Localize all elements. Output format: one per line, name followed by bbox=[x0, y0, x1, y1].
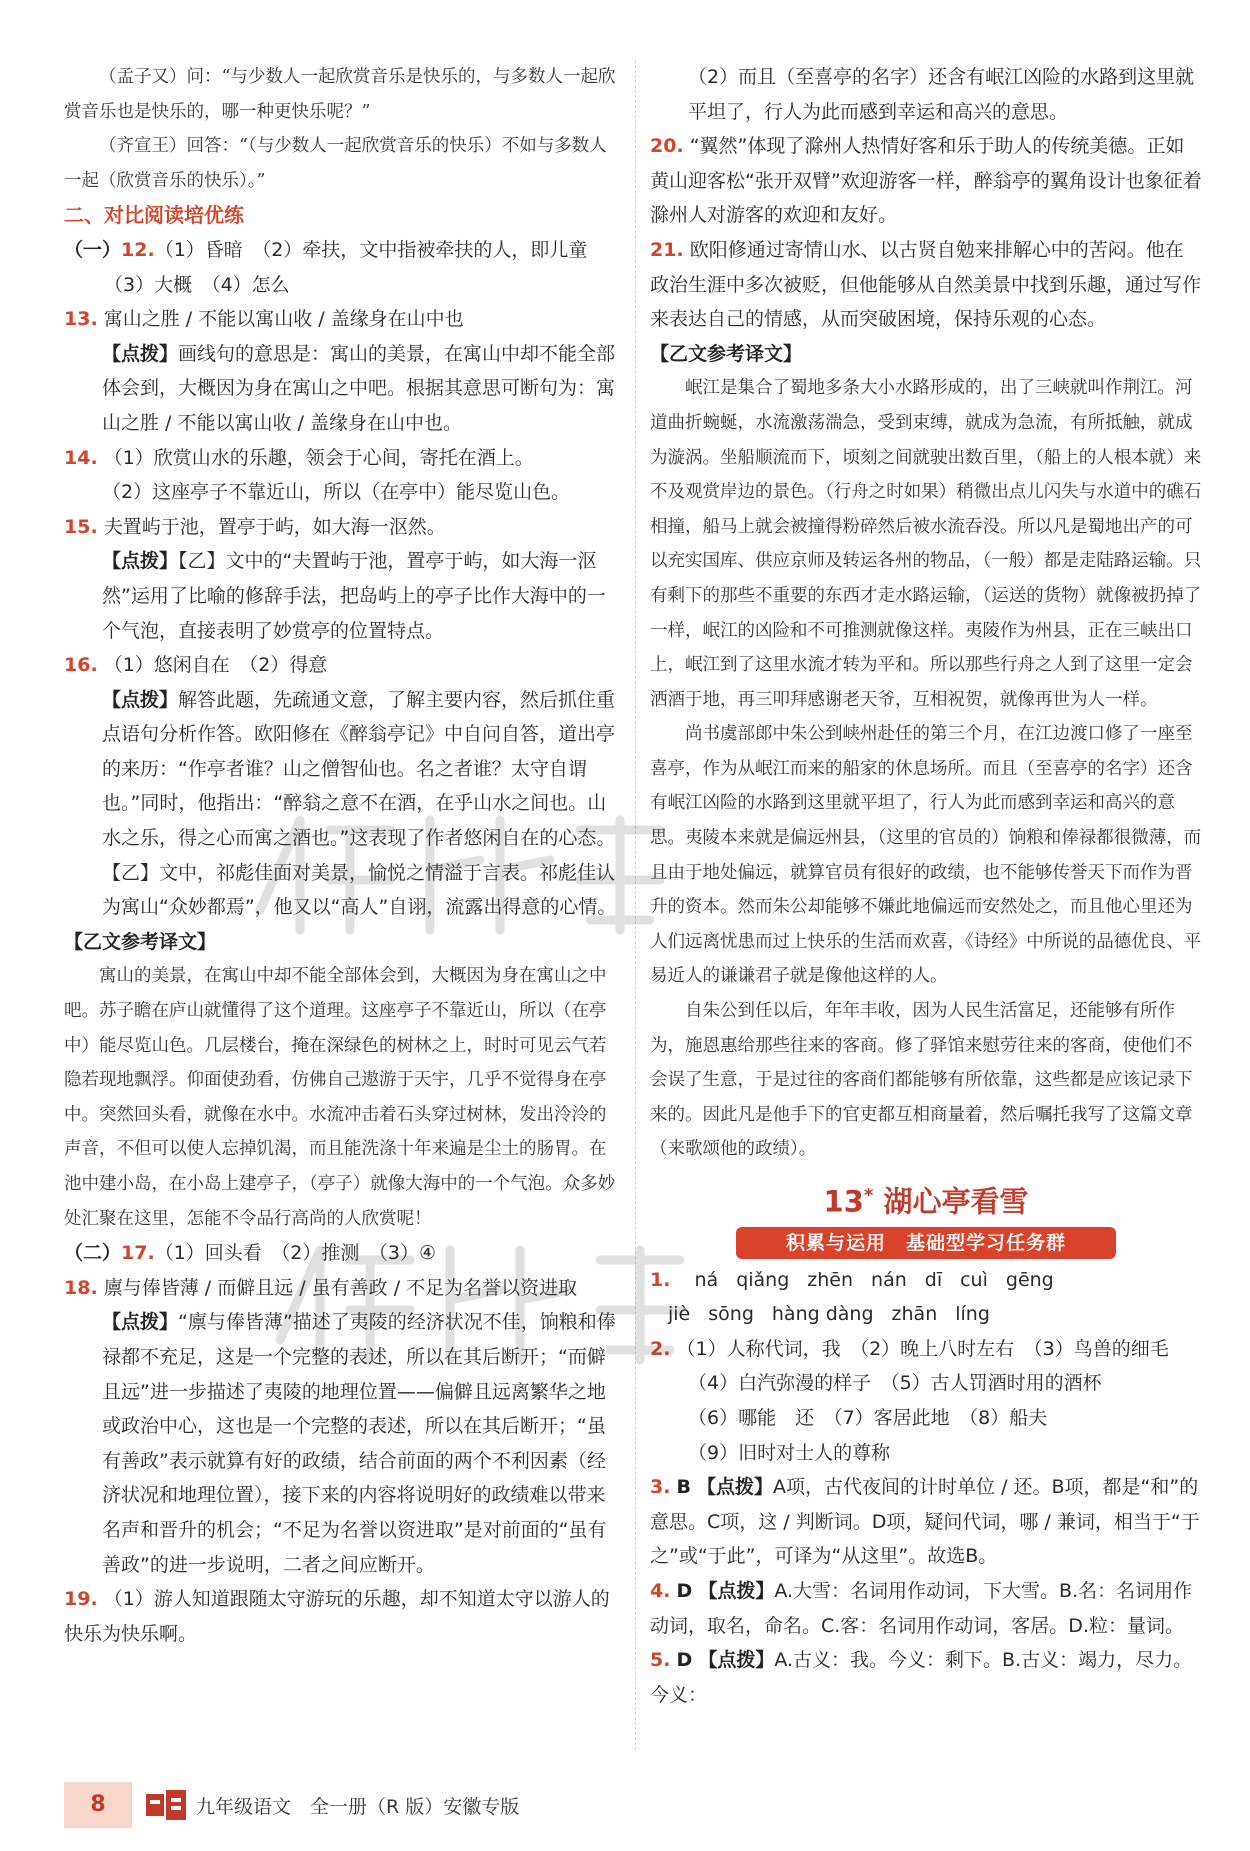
book-info: 九年级语文 全一册（R 版）安徽专版 bbox=[196, 1796, 520, 1818]
question-number: 1. bbox=[650, 1268, 671, 1291]
question-number: 17. bbox=[121, 1242, 155, 1265]
answer-4 bbox=[650, 1574, 1202, 1643]
hint-text: 【乙】文中的“夫置屿于池，置亭于屿，如大海一沤然”运用了比喻的修辞手法，把岛屿上的亭子比作大海中的一个气泡，直接表明了妙赏亭的位置特点。 bbox=[102, 550, 606, 642]
hint-label: 【点拨】 bbox=[102, 342, 179, 365]
left-column bbox=[64, 60, 620, 1651]
question-16 bbox=[64, 648, 620, 683]
hint-text: A.古义：我。今义：剩下。B.古义：竭力，尽力。今义： bbox=[650, 1649, 1193, 1706]
question-18 bbox=[64, 1271, 620, 1306]
answer-text: “翼然”体现了滁州人热情好客和乐于助人的传统美德。正如黄山迎客松“张开双臂”欢迎游客一样，醉翁亭的翼角设计也象征着滁州人对游客的欢迎和友好。 bbox=[650, 135, 1202, 227]
question-number: 21. bbox=[650, 238, 684, 261]
lesson-title bbox=[650, 1175, 1202, 1223]
answer-text: 寓山之胜 / 不能以寓山收 / 盖缘身在山中也 bbox=[103, 308, 464, 331]
question-number: 14. bbox=[64, 446, 98, 469]
answer-text: （9）旧时对士人的尊称 bbox=[688, 1441, 891, 1464]
right-column bbox=[650, 60, 1202, 1712]
answer-text: （1）游人知道跟随太守游玩的乐趣，却不知道太守以游人的快乐为快乐啊。 bbox=[64, 1588, 610, 1645]
translation-paragraph: 寓山的美景，在寓山中却不能全部体会到，大概因为身在寓山之中吧。苏子瞻在庐山就懂得了这个道理。这座亭子不靠近山，所以（在亭中）能尽览山色。几层楼台，掩在深绿色的树林之上，时时可见云气若隐若现地飘浮。仰面使劲看，仿佛自己遨游于天宇，几乎不觉得身在亭中。突然回头看，就像在水中。水流冲击着石头穿过树林，发出泠泠的声音，不但可以使人忘掉饥渴，而且能洗涤十年来遍是尘土的肠胃。在池中建小岛，在小岛上建亭子，（亭子）就像大海中的一个气泡。众多妙处汇聚在这里，怎能不令品行高尚的人欣赏呢！ bbox=[64, 966, 616, 1229]
section-heading: 二、对比阅读培优练 bbox=[64, 203, 244, 228]
section-banner: 积累与运用 基础型学习任务群 bbox=[736, 1227, 1116, 1259]
question-15 bbox=[64, 510, 620, 545]
answer-5 bbox=[650, 1643, 1202, 1712]
answer-text: （1）回头看 （2）推测 （3）④ bbox=[154, 1242, 436, 1265]
pinyin-item: líng bbox=[955, 1303, 990, 1326]
answer-text: 夫置屿于池，置亭于屿，如大海一沤然。 bbox=[103, 515, 446, 538]
answer-text: （1）欣赏山水的乐趣，领会于心间，寄托在酒上。 bbox=[103, 446, 534, 469]
translation-paragraph: （孟子又）问：“与少数人一起欣赏音乐是快乐的，与多数人一起欣赏音乐也是快乐的，哪一种更快乐呢？” bbox=[64, 67, 616, 122]
hint-block bbox=[64, 544, 620, 648]
answer-choice: D bbox=[676, 1580, 693, 1602]
hint-label: 【点拨】 bbox=[102, 688, 179, 711]
hint-text: A项，古代夜间的计时单位 / 还。B项，都是“和”的意思。C项，这 / 判断词。D项，疑问代词，哪 / 兼词，相当于“于之”或“于此”，可译为“从这里”。故选B。 bbox=[650, 1476, 1200, 1568]
answer-text: （1）人称代词，我 （2）晚上八时左右 （3）鸟兽的细毛 bbox=[676, 1337, 1169, 1360]
translation-heading: 【乙文参考译文】 bbox=[650, 342, 803, 365]
question-13 bbox=[64, 302, 620, 337]
hint-label: 【点拨】 bbox=[102, 550, 179, 573]
answer-text: （2）而且（至喜亭的名字）还含有岷江凶险的水路到这里就平坦了，行人为此而感到幸运和高兴的意思。 bbox=[688, 66, 1195, 123]
question-number: 15. bbox=[64, 515, 98, 538]
answer-text: （6）哪能 还 （7）客居此地 （8）船夫 bbox=[688, 1407, 1048, 1430]
pinyin-item: gēng bbox=[1005, 1268, 1054, 1291]
column-divider bbox=[635, 60, 636, 1750]
hint-block bbox=[64, 683, 620, 925]
question-number: 20. bbox=[650, 135, 684, 158]
question-12 bbox=[64, 233, 620, 268]
answer-1 bbox=[650, 1263, 1202, 1298]
translation-paragraph: 自朱公到任以后，年年丰收，因为人民生活富足，还能够有所作为，施恩惠给那些往来的客商。修了驿馆来慰劳往来的客商，使他们不会误了生意，于是过往的客商们都能够有所依靠，这些都是应该记录下来的。因此凡是他手下的官吏都互相商量着，然后嘱托我写了这篇文章（来歌颂他的政绩）。 bbox=[650, 1001, 1193, 1160]
question-number: 12. bbox=[121, 238, 155, 261]
answer-2 bbox=[650, 1332, 1202, 1367]
pinyin-row bbox=[650, 1297, 1202, 1332]
brand-logo-icon bbox=[144, 1788, 188, 1822]
hint-text: 画线句的意思是：寓山的美景，在寓山中却不能全部体会到，大概因为身在寓山之中吧。根据其意思可断句为：寓山之胜 / 不能以寓山收 / 盖缘身在山中也。 bbox=[102, 342, 616, 434]
pinyin-item: jiè bbox=[668, 1303, 691, 1326]
answer-text: 廪与俸皆薄 / 而僻且远 / 虽有善政 / 不足为名誉以资进取 bbox=[103, 1276, 578, 1299]
translation-paragraph: 尚书虞部郎中朱公到峡州赴任的第三个月，在江边渡口修了一座至喜亭，作为从岷江而来的船家的休息场所。而且（至喜亭的名字）还含有岷江凶险的水路到这里就平坦了，行人为此而感到幸运和高兴的意思。夷陵本来就是偏远州县，（这里的官员的）饷粮和俸禄都很微薄，而且由于地处偏远，就算官员有很好的政绩，也不能够传誉天下而作为晋升的资本。然而朱公却能够不嫌此地偏远而安然处之，而且他心里还为人们远离忧患而过上快乐的生活而欢喜，《诗经》中所说的品德优良、平易近人的谦谦君子就是像他这样的人。 bbox=[650, 724, 1202, 987]
question-number: 5. bbox=[650, 1649, 671, 1672]
lesson-name: 湖心亭看雪 bbox=[883, 1184, 1029, 1219]
answer-choice: D bbox=[676, 1649, 693, 1672]
question-number: 16. bbox=[64, 654, 98, 677]
hint-label: 【点拨】 bbox=[698, 1580, 775, 1602]
question-17 bbox=[64, 1236, 620, 1271]
question-14 bbox=[64, 441, 620, 476]
lesson-number: 13 bbox=[823, 1184, 864, 1219]
lesson-star: * bbox=[863, 1185, 874, 1206]
answer-3 bbox=[650, 1470, 1202, 1574]
question-number: 19. bbox=[64, 1588, 98, 1611]
hint-label: 【点拨】 bbox=[102, 1311, 179, 1334]
answer-text: （4）白汽弥漫的样子 （5）古人罚酒时用的酒杯 bbox=[688, 1372, 1102, 1395]
hint-block bbox=[64, 1305, 620, 1582]
question-number: 13. bbox=[64, 308, 98, 331]
hint-block bbox=[64, 337, 620, 441]
hint-text: 解答此题，先疏通文意，了解主要内容，然后抓住重点语句分析作答。欧阳修在《醉翁亭记》中自问自答，道出亭的来历：“作亭者谁？山之僧智仙也。名之者谁？太守自谓也。”同时，他指出：“醉翁之意不在酒，在乎山水之间也。山水之乐，得之心而寓之酒也。”这表现了作者悠闲自在的心态。【乙】文中，祁彪佳面对美景，愉悦之情溢于言表。祁彪佳认为寓山“众妙都焉”，他又以“高人”自诩，流露出得意的心情。 bbox=[102, 688, 617, 919]
hint-text: A.大雪：名词用作动词，下大雪。B.名：名词用作动词，取名，命名。C.客：名词用作动词，客居。D.粒：量词。 bbox=[650, 1580, 1193, 1637]
translation-heading: 【乙文参考译文】 bbox=[64, 930, 217, 953]
question-19 bbox=[64, 1582, 620, 1651]
group-label: （一） bbox=[64, 238, 122, 261]
translation-paragraph: 岷江是集合了蜀地多条大小水路形成的，出了三峡就叫作荆江。河道曲折蜿蜒，水流激荡湍急，受到束缚，就成为急流，有所抵触，就成为漩涡。坐船顺流而下，顷刻之间就驶出数百里，（船上的人根本就）来不及观赏岸边的景色。（行舟之时如果）稍微出点儿闪失与水道中的礁石相撞，船马上就会被撞得粉碎然后被水流吞没。所以凡是蜀地出产的可以充实国库、供应京师及转运各州的物品，（一般）都是走陆路运输。只有剩下的那些不重要的东西才走水路运输，（运送的货物）就像被扔掉了一样，岷江的凶险和不可推测就像这样。夷陵作为州县，正在三峡出口上，岷江到了这里水流才转为平和。所以那些行舟之人到了这里一定会洒酒于地，再三叩拜感谢老天爷，互相祝贺，就像再世为人一样。 bbox=[650, 378, 1202, 710]
pinyin-item: ná bbox=[694, 1268, 719, 1291]
question-number: 18. bbox=[64, 1276, 98, 1299]
pinyin-item: zhān bbox=[891, 1303, 938, 1326]
question-number: 2. bbox=[650, 1337, 671, 1360]
answer-text: （3）大概 （4）怎么 bbox=[104, 273, 290, 296]
translation-paragraph: （齐宣王）回答：“（与少数人一起欣赏音乐的快乐）不如与多数人一起（欣赏音乐的快乐）。” bbox=[64, 136, 607, 191]
question-number: 3. bbox=[650, 1476, 671, 1499]
pinyin-item: qiǎng bbox=[736, 1268, 790, 1291]
question-number: 4. bbox=[650, 1580, 671, 1602]
pinyin-item: dī bbox=[924, 1268, 943, 1291]
pinyin-item: nán bbox=[871, 1268, 907, 1291]
pinyin-item: zhēn bbox=[807, 1268, 854, 1291]
hint-text: “廪与俸皆薄”描述了夷陵的经济状况不佳，饷粮和俸禄都不充足，这是一个完整的表述，所以在其后断开；“而僻且远”进一步描述了夷陵的地理位置——偏僻且远离繁华之地或政治中心，这也是一个完整的表述，所以在其后断开；“虽有善政”表示就算有好的政绩，结合前面的两个不利因素（经济状况和地理位置），接下来的内容将说明好的政绩难以带来名声和晋升的机会；“不足为名誉以资进取”是对前面的“虽有善政”的进一步说明，二者之间应断开。 bbox=[102, 1311, 616, 1576]
pinyin-item: hàng dàng bbox=[771, 1303, 874, 1326]
answer-choice: B bbox=[676, 1476, 691, 1499]
answer-text: 欧阳修通过寄情山水、以古贤自勉来排解心中的苦闷。他在政治生涯中多次被贬，但他能够从自然美景中找到乐趣，通过写作来表达自己的情感，从而突破困境，保持乐观的心态。 bbox=[650, 238, 1202, 331]
pinyin-item: cuì bbox=[960, 1268, 988, 1291]
pinyin-item: sōng bbox=[708, 1303, 754, 1326]
hint-label: 【点拨】 bbox=[698, 1649, 775, 1672]
answer-text: （1）昏暗 （2）牵扶，文中指被牵扶的人，即儿童 bbox=[154, 238, 588, 261]
page-footer bbox=[64, 1782, 684, 1828]
group-label: （二） bbox=[64, 1242, 122, 1265]
answer-text: （1）悠闲自在 （2）得意 bbox=[103, 654, 328, 677]
page-number: 8 bbox=[64, 1782, 132, 1828]
question-20 bbox=[650, 129, 1202, 233]
question-21 bbox=[650, 233, 1202, 337]
hint-label: 【点拨】 bbox=[697, 1476, 774, 1499]
answer-text: （2）这座亭子不靠近山，所以（在亭中）能尽览山色。 bbox=[102, 481, 571, 504]
